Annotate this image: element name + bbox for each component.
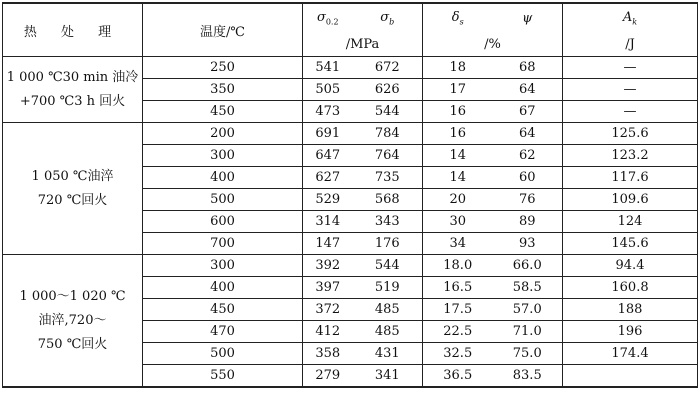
cell-temp: 500 bbox=[143, 343, 303, 365]
cell-psi: 71.0 bbox=[493, 321, 563, 343]
header-unit-mpa: /MPa bbox=[303, 32, 423, 57]
process-cell bbox=[3, 57, 143, 123]
cell-ak: — bbox=[563, 57, 698, 79]
cell-ds: 16.5 bbox=[423, 277, 493, 299]
cell-temp: 450 bbox=[143, 101, 303, 123]
cell-ds: 17 bbox=[423, 79, 493, 101]
process-line: 750 ℃回火 bbox=[37, 336, 108, 352]
cell-temp: 700 bbox=[143, 233, 303, 255]
cell-sb: 431 bbox=[353, 343, 423, 365]
cell-ak: 196 bbox=[563, 321, 698, 343]
process-line: 1 000 ℃30 min 油冷 bbox=[6, 69, 139, 85]
header-unit-j: /J bbox=[563, 32, 698, 57]
cell-ak: — bbox=[563, 101, 698, 123]
cell-ds: 14 bbox=[423, 145, 493, 167]
cell-psi: 93 bbox=[493, 233, 563, 255]
cell-temp: 350 bbox=[143, 79, 303, 101]
cell-s02: 541 bbox=[303, 57, 353, 79]
process-line: 1 000～1 020 ℃ bbox=[19, 288, 126, 304]
cell-ds: 16 bbox=[423, 101, 493, 123]
cell-s02: 397 bbox=[303, 277, 353, 299]
cell-s02: 529 bbox=[303, 189, 353, 211]
process-cell bbox=[3, 255, 143, 388]
cell-temp: 400 bbox=[143, 167, 303, 189]
cell-ds: 20 bbox=[423, 189, 493, 211]
cell-s02: 627 bbox=[303, 167, 353, 189]
cell-s02: 279 bbox=[303, 365, 353, 388]
cell-s02: 147 bbox=[303, 233, 353, 255]
cell-temp: 550 bbox=[143, 365, 303, 388]
table-row bbox=[3, 255, 698, 277]
cell-sb: 784 bbox=[353, 123, 423, 145]
cell-psi: 64 bbox=[493, 79, 563, 101]
cell-s02: 691 bbox=[303, 123, 353, 145]
header-sigma02: $\sigma_{0.2}$ bbox=[303, 3, 353, 32]
cell-psi: 58.5 bbox=[493, 277, 563, 299]
properties-table bbox=[2, 2, 698, 388]
header-psi: ψ bbox=[493, 3, 563, 32]
cell-sb: 485 bbox=[353, 299, 423, 321]
cell-ak: 117.6 bbox=[563, 167, 698, 189]
cell-ak: 124 bbox=[563, 211, 698, 233]
cell-sb: 735 bbox=[353, 167, 423, 189]
cell-ds: 36.5 bbox=[423, 365, 493, 388]
cell-ak: 160.8 bbox=[563, 277, 698, 299]
cell-psi: 83.5 bbox=[493, 365, 563, 388]
cell-psi: 66.0 bbox=[493, 255, 563, 277]
cell-s02: 372 bbox=[303, 299, 353, 321]
cell-ak: 109.6 bbox=[563, 189, 698, 211]
cell-sb: 341 bbox=[353, 365, 423, 388]
cell-psi: 60 bbox=[493, 167, 563, 189]
cell-temp: 400 bbox=[143, 277, 303, 299]
cell-ds: 22.5 bbox=[423, 321, 493, 343]
cell-temp: 500 bbox=[143, 189, 303, 211]
cell-psi: 76 bbox=[493, 189, 563, 211]
header-delta: $\delta_s$ bbox=[423, 3, 493, 32]
cell-sb: 176 bbox=[353, 233, 423, 255]
cell-sb: 544 bbox=[353, 255, 423, 277]
cell-psi: 68 bbox=[493, 57, 563, 79]
cell-s02: 473 bbox=[303, 101, 353, 123]
cell-ak: 94.4 bbox=[563, 255, 698, 277]
cell-ak: 145.6 bbox=[563, 233, 698, 255]
cell-sb: 519 bbox=[353, 277, 423, 299]
process-line: 1 050 ℃油淬 bbox=[31, 168, 114, 184]
table-row bbox=[3, 57, 698, 79]
cell-temp: 300 bbox=[143, 255, 303, 277]
cell-sb: 485 bbox=[353, 321, 423, 343]
process-line: 油淬,720～ bbox=[38, 312, 107, 328]
cell-temp: 600 bbox=[143, 211, 303, 233]
cell-s02: 358 bbox=[303, 343, 353, 365]
cell-psi: 75.0 bbox=[493, 343, 563, 365]
cell-ds: 18 bbox=[423, 57, 493, 79]
cell-temp: 300 bbox=[143, 145, 303, 167]
cell-temp: 450 bbox=[143, 299, 303, 321]
cell-ds: 32.5 bbox=[423, 343, 493, 365]
cell-ak: 123.2 bbox=[563, 145, 698, 167]
cell-sb: 626 bbox=[353, 79, 423, 101]
cell-ak: 125.6 bbox=[563, 123, 698, 145]
cell-ds: 34 bbox=[423, 233, 493, 255]
cell-s02: 412 bbox=[303, 321, 353, 343]
cell-ak: — bbox=[563, 79, 698, 101]
cell-ak: 188 bbox=[563, 299, 698, 321]
cell-sb: 568 bbox=[353, 189, 423, 211]
cell-psi: 57.0 bbox=[493, 299, 563, 321]
cell-ds: 16 bbox=[423, 123, 493, 145]
cell-psi: 89 bbox=[493, 211, 563, 233]
process-line: 720 ℃回火 bbox=[37, 192, 108, 208]
cell-temp: 200 bbox=[143, 123, 303, 145]
cell-temp: 470 bbox=[143, 321, 303, 343]
cell-psi: 67 bbox=[493, 101, 563, 123]
cell-ds: 30 bbox=[423, 211, 493, 233]
process-line: +700 ℃3 h 回火 bbox=[19, 93, 126, 109]
cell-sb: 764 bbox=[353, 145, 423, 167]
process-cell bbox=[3, 123, 143, 255]
header-sigmab: $\sigma_b$ bbox=[353, 3, 423, 32]
cell-ds: 18.0 bbox=[423, 255, 493, 277]
cell-ak: 174.4 bbox=[563, 343, 698, 365]
table-row bbox=[3, 123, 698, 145]
cell-sb: 544 bbox=[353, 101, 423, 123]
header-ak: $A_k$ bbox=[563, 3, 698, 32]
cell-s02: 392 bbox=[303, 255, 353, 277]
cell-s02: 314 bbox=[303, 211, 353, 233]
cell-psi: 64 bbox=[493, 123, 563, 145]
header-process: 热 处 理 bbox=[3, 3, 143, 57]
cell-temp: 250 bbox=[143, 57, 303, 79]
cell-ak bbox=[563, 365, 698, 388]
cell-s02: 647 bbox=[303, 145, 353, 167]
header-unit-percent: /% bbox=[423, 32, 563, 57]
cell-s02: 505 bbox=[303, 79, 353, 101]
cell-ds: 14 bbox=[423, 167, 493, 189]
cell-ds: 17.5 bbox=[423, 299, 493, 321]
header-temperature: 温度/℃ bbox=[143, 3, 303, 57]
cell-sb: 672 bbox=[353, 57, 423, 79]
cell-sb: 343 bbox=[353, 211, 423, 233]
cell-psi: 62 bbox=[493, 145, 563, 167]
